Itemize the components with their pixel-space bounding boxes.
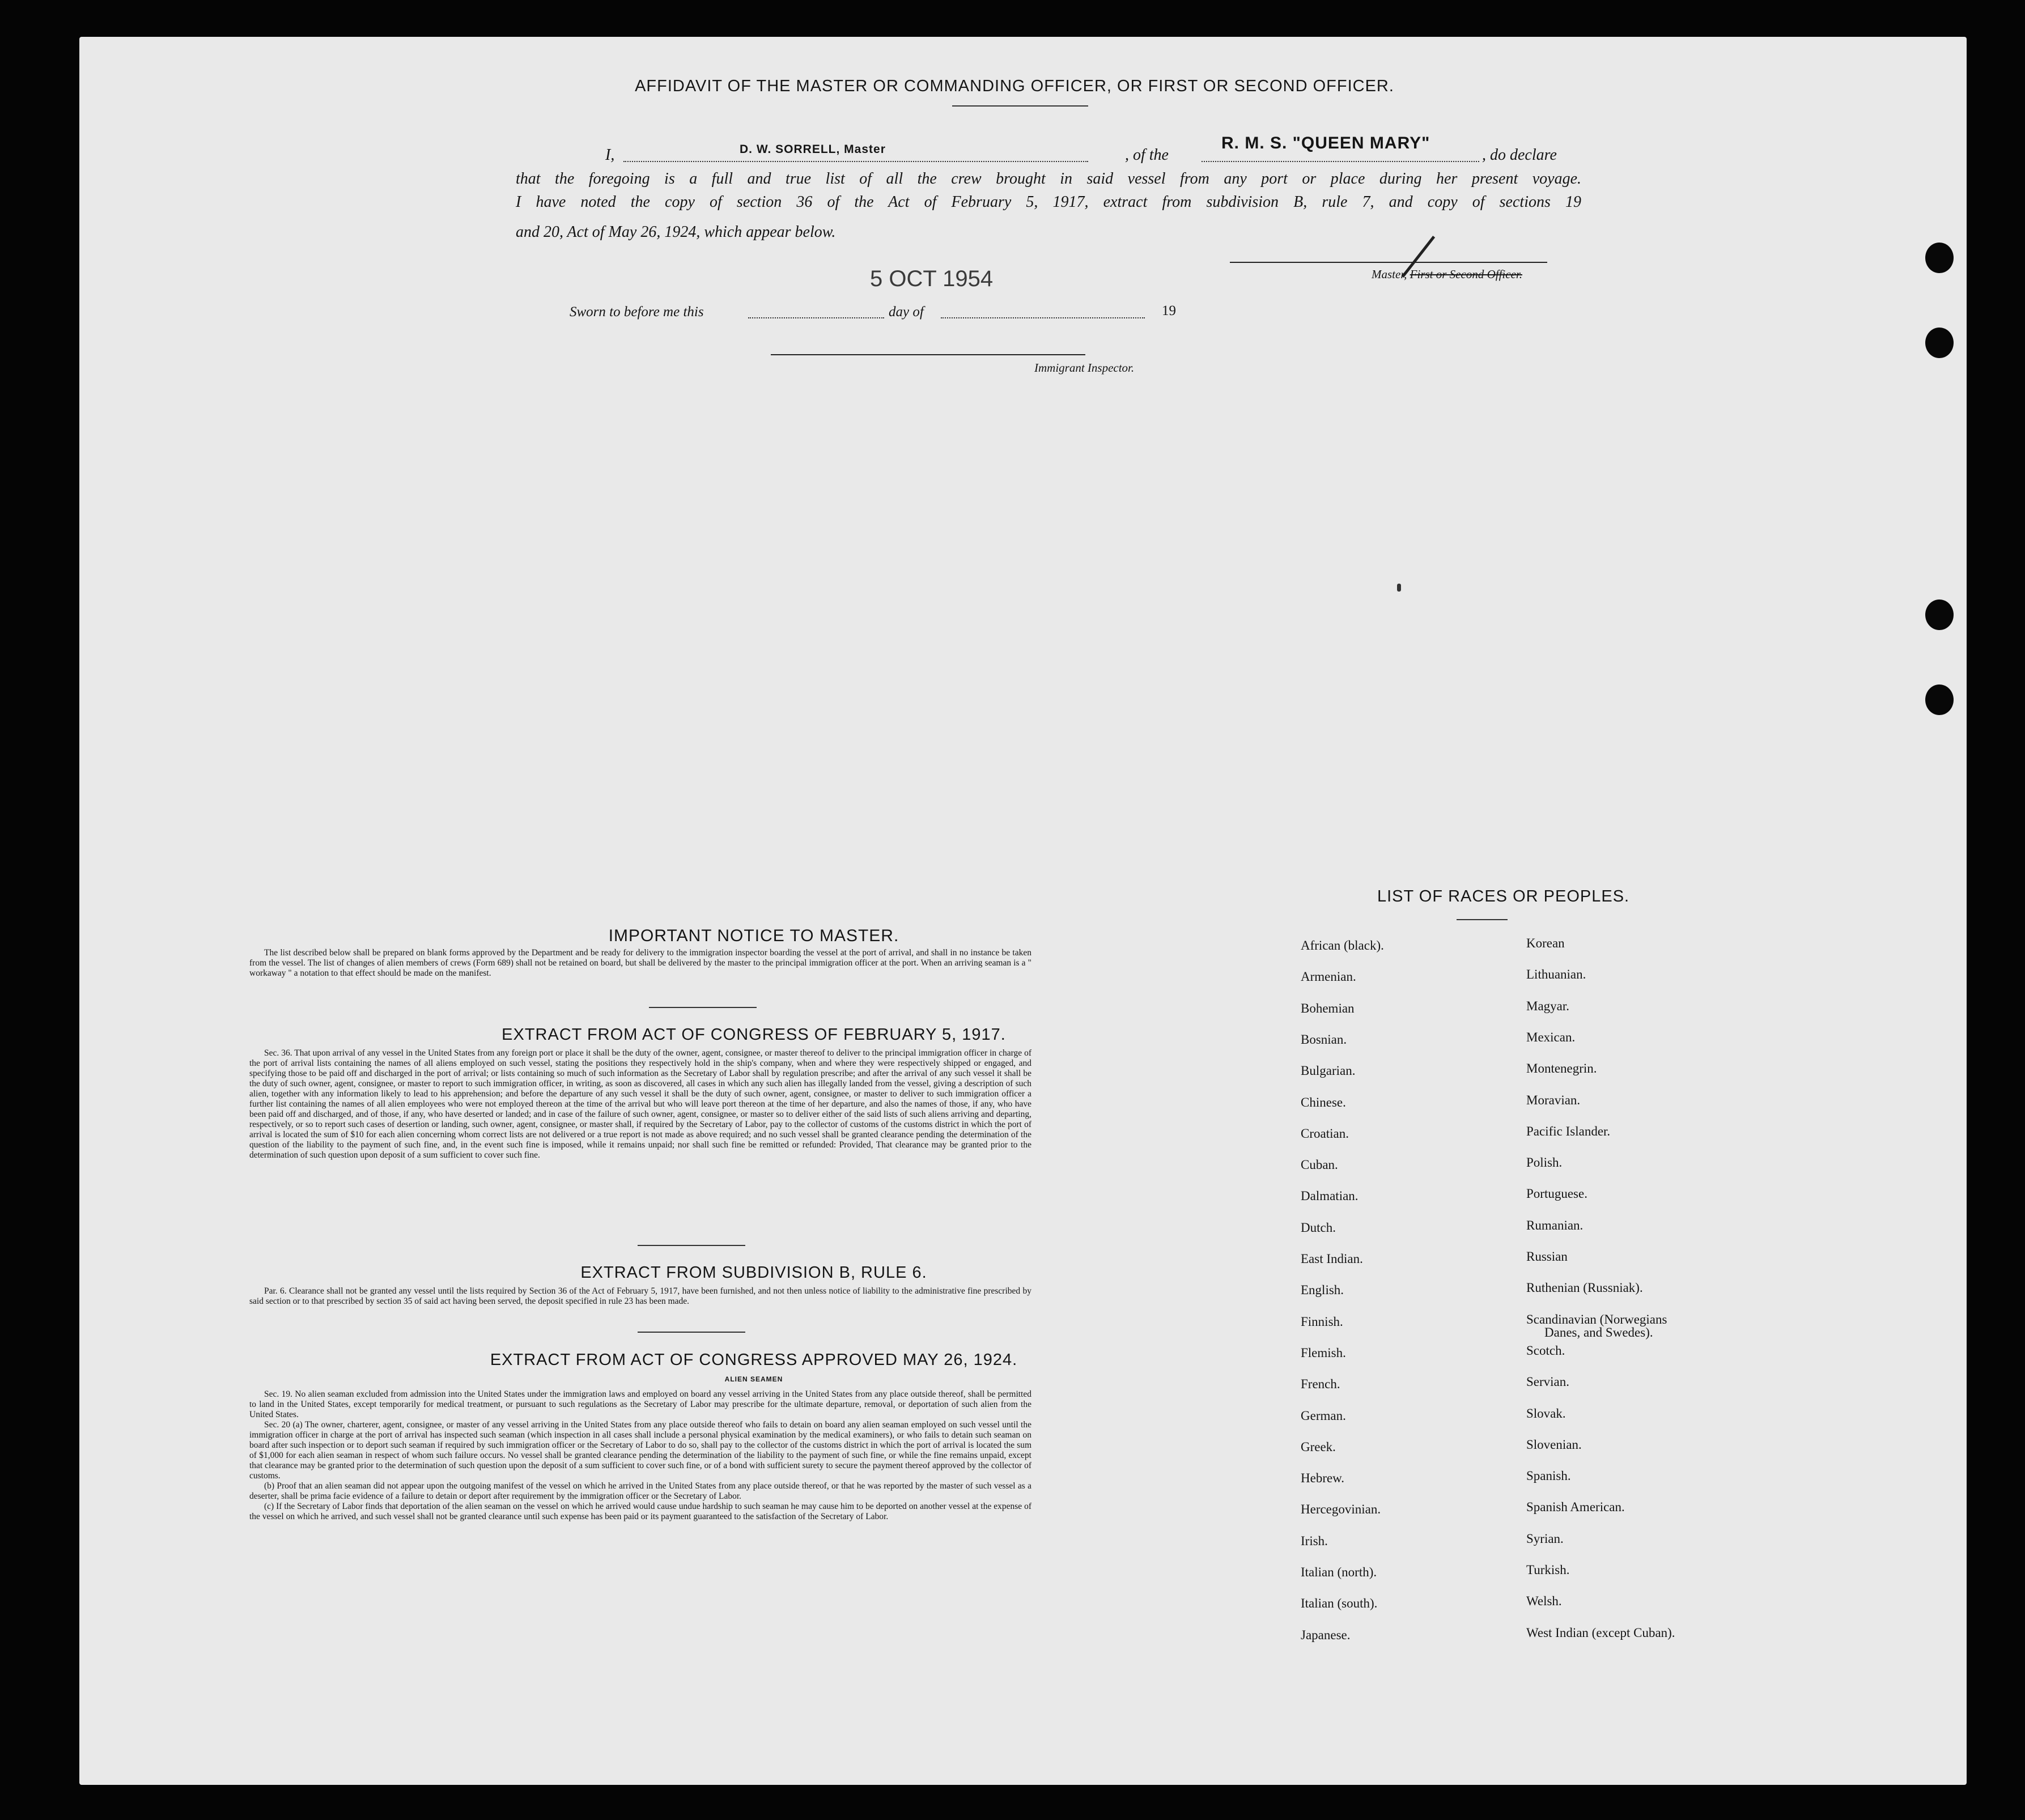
race-item: Italian (south).: [1301, 1596, 1378, 1611]
race-item: Scandinavian (Norwegians: [1526, 1312, 1667, 1326]
race-item: East Indian.: [1301, 1252, 1363, 1266]
sworn-month-line: [941, 317, 1145, 318]
signature-caption: [1372, 267, 1522, 282]
date-stamp: 5 OCT 1954: [870, 266, 994, 291]
race-item: Moravian.: [1526, 1092, 1581, 1107]
race-item: Mexican.: [1526, 1030, 1576, 1044]
race-item: Japanese.: [1301, 1627, 1351, 1642]
extract-1924-text: [249, 1389, 1031, 1522]
notice-text: [249, 948, 1031, 979]
race-item: Armenian.: [1301, 969, 1356, 984]
affidavit-title: AFFIDAVIT OF THE MASTER OR COMMANDING OFFICER, OR FIRST OR SECOND OFFICER.: [635, 77, 1394, 95]
master-name: D. W. SORRELL, Master: [740, 143, 886, 156]
race-item: Rumanian.: [1526, 1218, 1584, 1232]
punch-hole: [1925, 599, 1954, 630]
race-item: English.: [1301, 1283, 1344, 1298]
punch-hole: [1925, 328, 1954, 358]
race-item: Croatian.: [1301, 1126, 1349, 1141]
year-label: 19: [1162, 303, 1176, 318]
race-item: Flemish.: [1301, 1345, 1346, 1360]
race-item: Bulgarian.: [1301, 1064, 1356, 1078]
alien-seamen-subtitle: ALIEN SEAMEN: [724, 1375, 783, 1383]
sec-20a-paragraph: Sec. 20 (a) The owner, charterer, agent, consignee, or master of any vessel arriving in the United States from any place outside thereof who fails to detain on board any alien seaman employed on such vessel until the immigration officer in charge at the port of arrival has inspected such seaman (which inspection in all cases shall include a personal physical examination by the medical examiners), or who fails to detain such seaman on board after such inspection or to deport such seaman if required by such immigration officer or the Secretary of Labor to do so, shall pay to the collector of the customs district in which the port of arrival is located the sum of $1,000 for each alien seaman in respect of whom such failure occurs. No vessel shall be granted clearance pending the determination of the liability to the payment of such fine, or while the fine remains unpaid, except that clearance may be granted prior to the determination of such question upon the deposit of a sum sufficient to cover such fine, or of a bond with sufficient surety to secure the payment thereof approved by the collector of customs.: [249, 1420, 1031, 1481]
divider: [638, 1332, 745, 1333]
extract-1924-title: EXTRACT FROM ACT OF CONGRESS APPROVED MAY 26, 1924.: [490, 1351, 1018, 1369]
race-item: Turkish.: [1526, 1563, 1570, 1577]
race-item: Servian.: [1526, 1375, 1570, 1389]
race-item: Russian: [1526, 1249, 1568, 1264]
race-item: Slovak.: [1526, 1406, 1566, 1421]
race-item: Cuban.: [1301, 1158, 1338, 1172]
ink-mark: [1397, 584, 1401, 592]
race-item: Scotch.: [1526, 1343, 1565, 1358]
extract-1917-title: EXTRACT FROM ACT OF CONGRESS OF FEBRUARY 5, 1917.: [502, 1026, 1006, 1044]
race-item: Lithuanian.: [1526, 967, 1586, 982]
race-item: Pacific Islander.: [1526, 1124, 1611, 1138]
signature-line: [1230, 262, 1547, 263]
race-item: Slovenian.: [1526, 1437, 1582, 1452]
race-item: Irish.: [1301, 1533, 1328, 1548]
race-item: Polish.: [1526, 1155, 1563, 1170]
punch-hole: [1925, 684, 1954, 715]
race-item: African (black).: [1301, 938, 1384, 952]
race-item: Chinese.: [1301, 1095, 1346, 1109]
race-item: Bosnian.: [1301, 1032, 1347, 1047]
sworn-label: Sworn to before me this: [570, 304, 704, 320]
race-item: Dutch.: [1301, 1220, 1336, 1235]
i-label: I,: [605, 146, 615, 164]
affidavit-line-2: that the foregoing is a full and true list of all the crew brought in said vessel from any port or place during her present voyage.: [516, 170, 1581, 188]
race-item: Montenegrin.: [1526, 1061, 1597, 1076]
par-6-paragraph: Par. 6. Clearance shall not be granted any vessel until the lists required by Section 36 of the Act of February 5, 1917, have been furnished, and not then unless notice of liability to the administrative fine prescribed by said section or to that prescribed by section 35 of said act having been served, the deposit specified in rule 23 has been made.: [249, 1286, 1031, 1306]
race-item: French.: [1301, 1377, 1340, 1392]
race-item: Dalmatian.: [1301, 1189, 1359, 1204]
race-item: Bohemian: [1301, 1001, 1355, 1015]
race-item: Spanish.: [1526, 1469, 1571, 1483]
vessel-line: [1202, 161, 1479, 162]
extract-1917-text: [249, 1048, 1031, 1160]
day-of-label: day of: [889, 304, 924, 320]
sec-20b-paragraph: (b) Proof that an alien seaman did not appear upon the outgoing manifest of the vessel on which he arrived in the United States from any place outside thereof, or that he was reported by the master of such vessel as a deserter, shall be prima facie evidence of a failure to detain or deport after requirement by the immigration officer or the Secretary of Labor.: [249, 1481, 1031, 1501]
race-item: Portuguese.: [1526, 1187, 1587, 1201]
punch-hole: [1925, 243, 1954, 273]
vessel-name: R. M. S. "QUEEN MARY": [1221, 134, 1430, 152]
rule-6-text: [249, 1286, 1031, 1307]
race-item: Welsh.: [1526, 1594, 1562, 1609]
race-item: Syrian.: [1526, 1531, 1564, 1546]
inspector-label: Immigrant Inspector.: [1034, 361, 1135, 375]
race-item: Hebrew.: [1301, 1471, 1345, 1486]
inspector-line: [771, 354, 1085, 355]
divider: [649, 1007, 757, 1008]
do-declare-label: , do declare: [1482, 146, 1557, 164]
notice-paragraph: The list described below shall be prepared on blank forms approved by the Department and be ready for delivery to the immigration inspector boarding the vessel at the port of arrival, and shall in no instance be taken from the vessel. The list of changes of alien members of crews (Form 689) shall not be retained on board, but shall be delivered by the master to the principal immigration officer at the port. When an arriving seaman is a " workaway " a notation to that effect should be made on the manifest.: [249, 948, 1031, 978]
sec-19-paragraph: Sec. 19. No alien seaman excluded from admission into the United States under the immigration laws and employed on board any vessel arriving in the United States from any place outside thereof, shall be permitted to land in the United States, except temporarily for medical treatment, or pursuant to such regulations as the Secretary of Labor may prescribe for the ultimate departure, removal, or deportation of such alien from the United States.: [249, 1389, 1031, 1419]
race-item: Finnish.: [1301, 1314, 1343, 1329]
race-item: Greek.: [1301, 1439, 1336, 1454]
affidavit-line-4: and 20, Act of May 26, 1924, which appear below.: [516, 223, 836, 241]
sec-20c-paragraph: (c) If the Secretary of Labor finds that deportation of the alien seaman on the vessel on which he arrived would cause undue hardship to such seaman he may cause him to be deported on another vessel at the expense of the vessel on which he arrived, and such vessel shall not be granted clearance until such expense has been paid or its payment guaranteed to the satisfaction of the Secretary of Labor.: [249, 1502, 1031, 1521]
affidavit-line-3: I have noted the copy of section 36 of the Act of February 5, 1917, extract from subdivision B, rule 7, and copy of sections 19: [516, 193, 1581, 211]
race-item: Korean: [1526, 936, 1565, 950]
signature-caption-struck: First or Second Officer.: [1410, 267, 1522, 281]
master-name-line: [623, 161, 1088, 162]
of-the-label: , of the: [1125, 146, 1169, 164]
document-page: [79, 37, 1967, 1785]
divider: [1457, 919, 1508, 920]
race-item: Hercegovinian.: [1301, 1502, 1381, 1517]
rule-6-title: EXTRACT FROM SUBDIVISION B, RULE 6.: [580, 1264, 927, 1282]
divider: [638, 1245, 745, 1246]
race-item: Spanish American.: [1526, 1500, 1625, 1515]
notice-title: IMPORTANT NOTICE TO MASTER.: [608, 926, 899, 945]
signature-caption-master: Master,: [1372, 267, 1410, 281]
race-item: Magyar.: [1526, 998, 1570, 1013]
race-item: West Indian (except Cuban).: [1526, 1625, 1675, 1640]
race-item: Ruthenian (Russniak).: [1526, 1281, 1643, 1295]
section-36-paragraph: Sec. 36. That upon arrival of any vessel in the United States from any foreign port or place it shall be the duty of the owner, agent, consignee, or master thereof to deliver to the principal immigration officer in charge of the port of arrival lists containing the names of all aliens employed on such vessel, stating the positions they respectively hold in the ship's company, when and where they were respectively shipped or engaged, and specifying those to be paid off and discharged in the port of arrival; or lists containing so much of such information as the Secretary of Labor shall by regulation prescribe; and after the arrival of any such vessel it shall be the duty of such owner, agent, consignee, or master to report to such immigration officer, in writing, as soon as discovered, all cases in which any such alien has illegally landed from the vessel, giving a description of such alien, together with any information likely to lead to his apprehension; and before the departure of any such vessel it shall be the duty of such owner, agent, consignee, or master to deliver to such immigration officer a further list containing the names of all alien employees who were not employed thereon at the time of the arrival but who will leave port thereon at the time of her departure, and also the names of those, if any, who have been paid off and discharged, and of those, if any, who have deserted or landed; and in case of the failure of such owner, agent, consignee, or master so to deliver either of the said lists of such aliens arriving and departing, respectively, or so to report such cases of desertion or landing, such owner, agent, consignee, or master shall, if required by the Secretary of Labor, pay to the collector of customs of the customs district in which the port of arrival is located the sum of $10 for each alien concerning whom correct lists are not delivered or a true report is not made as above required; and no such vessel shall be granted clearance pending the determination of the question of the liability to the payment of such fine, and, in the event such fine is imposed, while it remains unpaid; nor shall such fine be remitted or refunded: Provided, That clearance may be granted prior to the determination of such question upon deposit of a sum sufficient to cover such fine.: [249, 1048, 1031, 1160]
races-title: LIST OF RACES OR PEOPLES.: [1377, 887, 1630, 905]
race-item: Danes, and Swedes).: [1544, 1325, 1653, 1340]
sworn-day-line: [748, 317, 884, 318]
race-item: German.: [1301, 1408, 1346, 1423]
race-item: Italian (north).: [1301, 1565, 1377, 1579]
divider: [952, 105, 1088, 107]
